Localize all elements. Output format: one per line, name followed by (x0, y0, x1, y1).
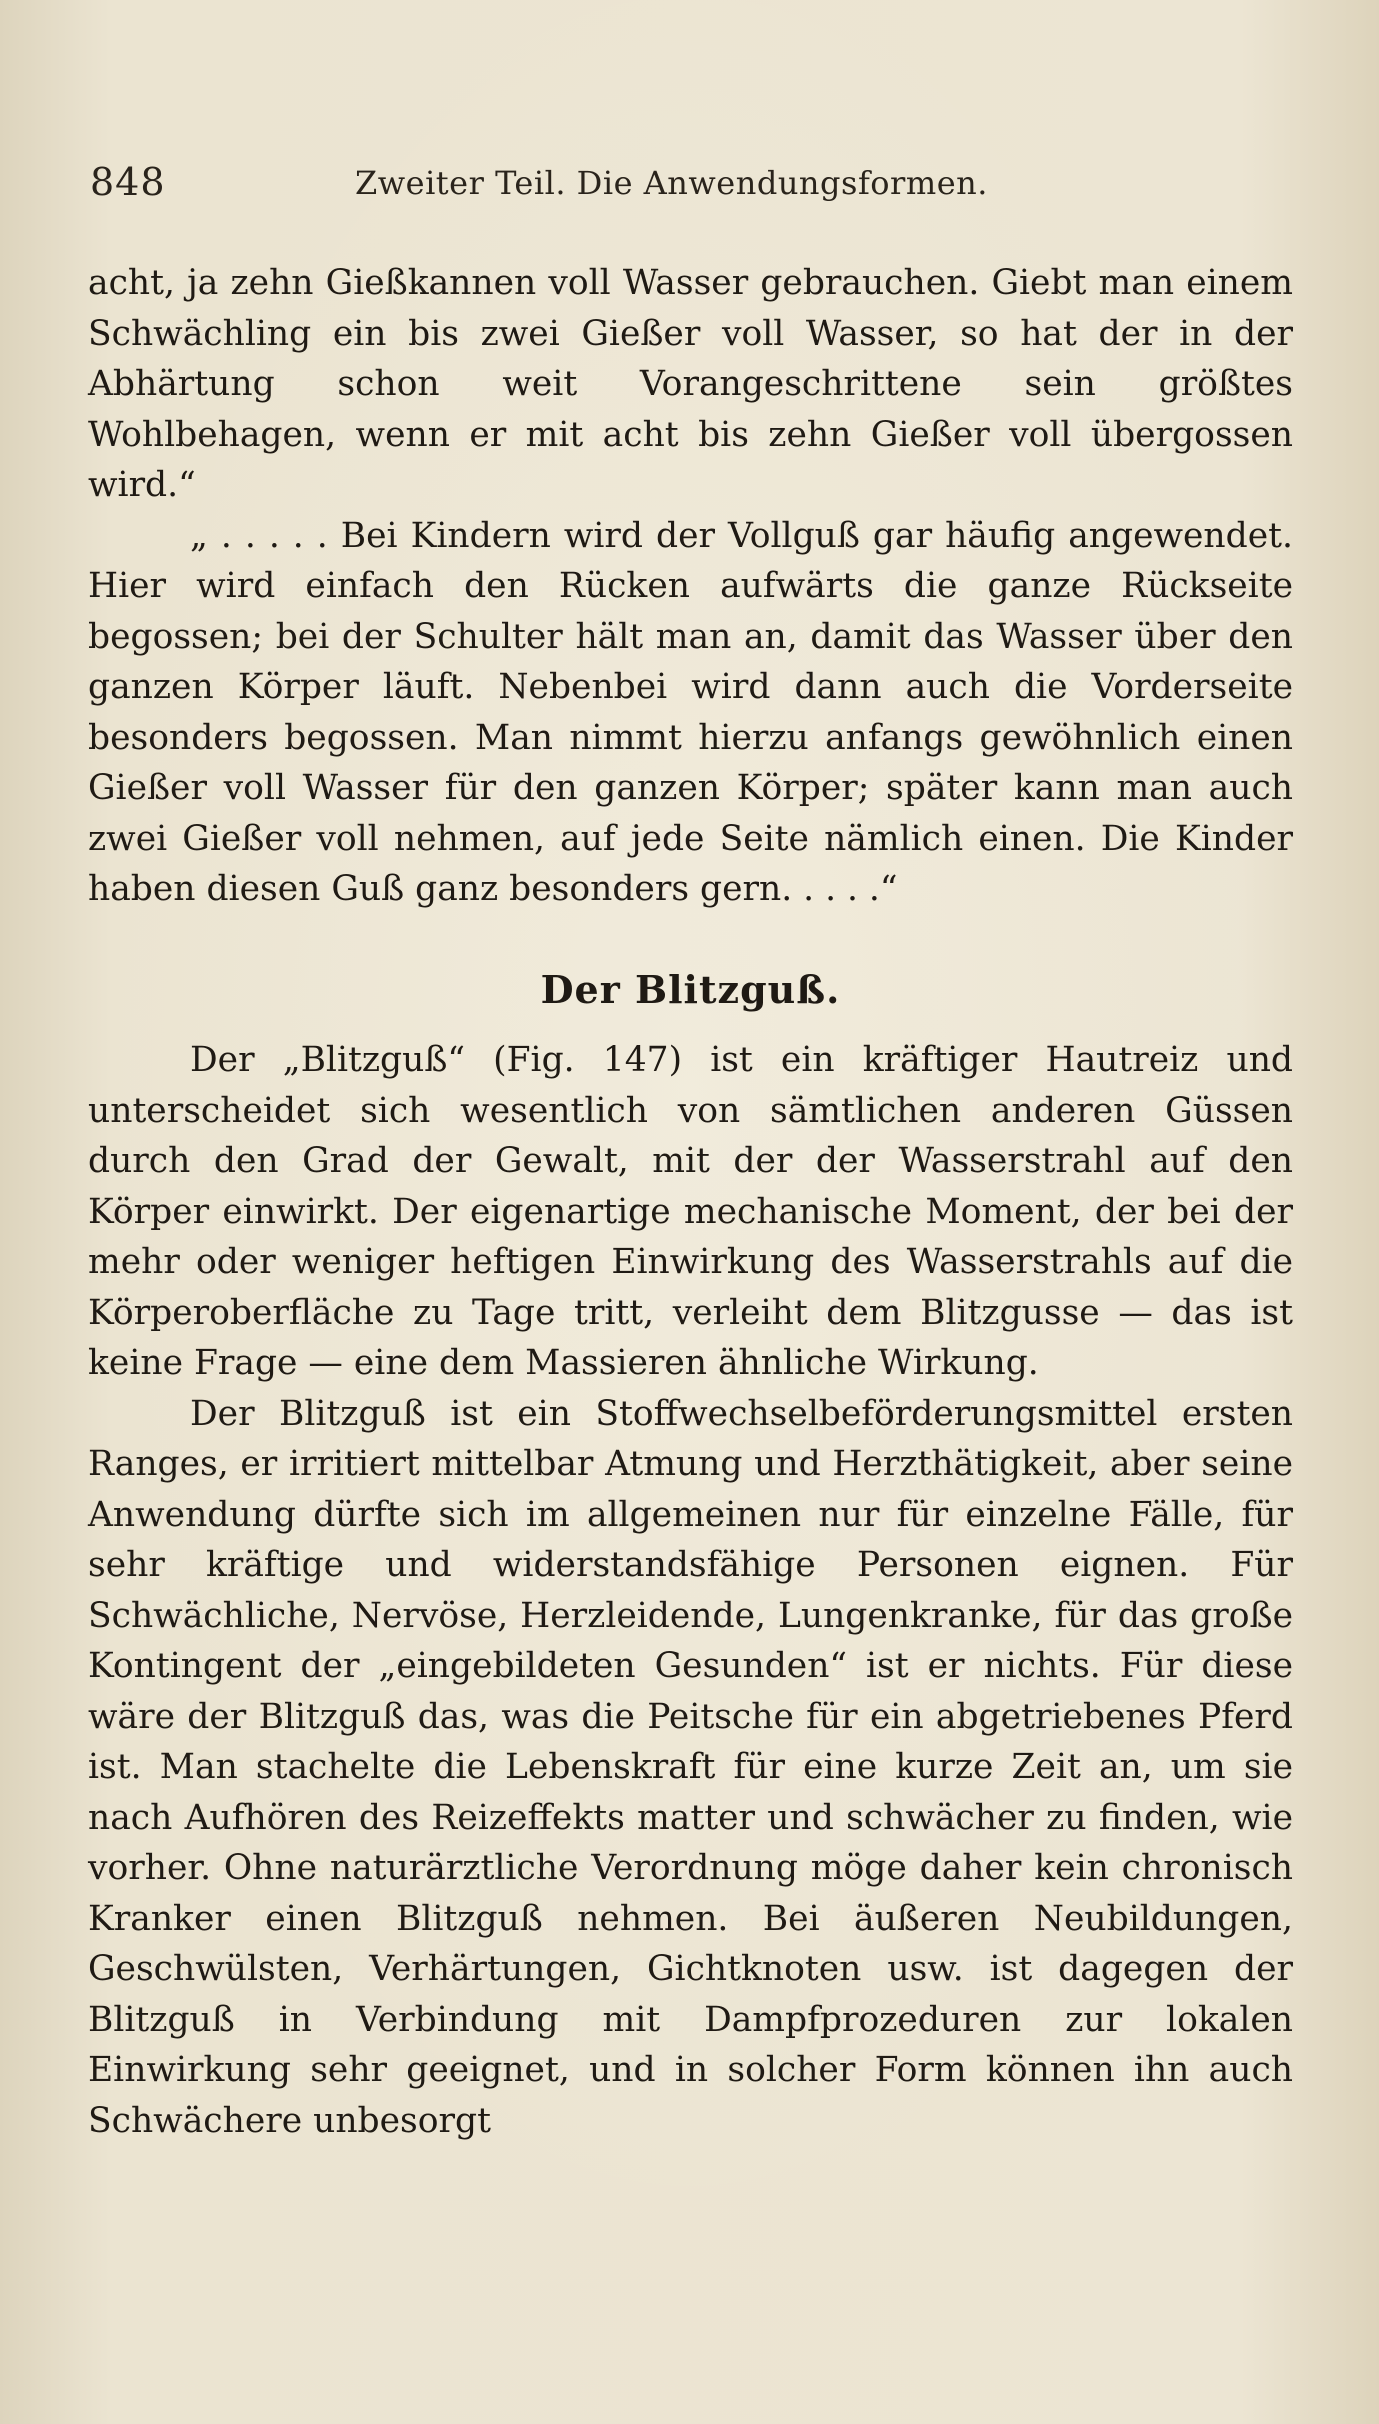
body-text (88, 258, 1293, 2146)
page-header (90, 160, 1280, 210)
section-heading: Der Blitzguß. (540, 966, 841, 1012)
paragraph: Der Blitzguß ist ein Stoffwechselbeförderungsmittel ersten Ranges, er irritiert mittelbar Atmung und Herzthätigkeit, aber seine Anwendung dürfte sich im allgemeinen nur für einzelne Fälle, für sehr kräftige und widerstandsfähige Personen eignen. Für Schwächliche, Nervöse, Herzleidende, Lungenkranke, für das große Kontingent der „eingebildeten Gesunden“ ist er nichts. Für diese wäre der Blitzguß das, was die Peitsche für ein abgetriebenes Pferd ist. Man stachelte die Lebenskraft für eine kurze Zeit an, um sie nach Aufhören des Reizeffekts matter und schwächer zu finden, wie vorher. Ohne naturärztliche Verordnung möge daher kein chronisch Kranker einen Blitzguß nehmen. Bei äußeren Neubildungen, Geschwülsten, Verhärtungen, Gichtknoten usw. ist dagegen der Blitzguß in Verbindung mit Dampfprozeduren zur lokalen Einwirkung sehr geeignet, und in solcher Form können ihn auch Schwächere unbesorgt (88, 1393, 1293, 2141)
paragraph: acht, ja zehn Gießkannen voll Wasser gebrauchen. Giebt man einem Schwächling ein bis zwei Gießer voll Wasser, so hat der in der Abhärtung schon weit Vorangeschrittene sein größtes Wohlbehagen, wenn er mit acht bis zehn Gießer voll übergossen wird.“ (88, 263, 1293, 505)
paragraph: „ . . . . . Bei Kindern wird der Vollguß gar häufig angewendet. Hier wird einfach den Rücken aufwärts die ganze Rückseite begossen; bei der Schulter hält man an, damit das Wasser über den ganzen Körper läuft. Nebenbei wird dann auch die Vorderseite besonders begossen. Man nimmt hierzu anfangs gewöhnlich einen Gießer voll Wasser für den ganzen Körper; später kann man auch zwei Gießer voll nehmen, auf jede Seite nämlich einen. Die Kinder haben diesen Guß ganz besonders gern. . . . .“ (88, 515, 1293, 909)
running-head: Zweiter Teil. Die Anwendungsformen. (355, 164, 988, 202)
paragraph: Der „Blitzguß“ (Fig. 147) ist ein kräftiger Hautreiz und unterscheidet sich wesentlich von sämtlichen anderen Güssen durch den Grad der Gewalt, mit der der Wasserstrahl auf den Körper einwirkt. Der eigenartige mechanische Moment, der bei der mehr oder weniger heftigen Einwirkung des Wasserstrahls auf die Körperoberfläche zu Tage tritt, verleiht dem Blitzgusse — das ist keine Frage — eine dem Massieren ähnliche Wirkung. (88, 1040, 1293, 1383)
page-number: 848 (90, 160, 166, 204)
